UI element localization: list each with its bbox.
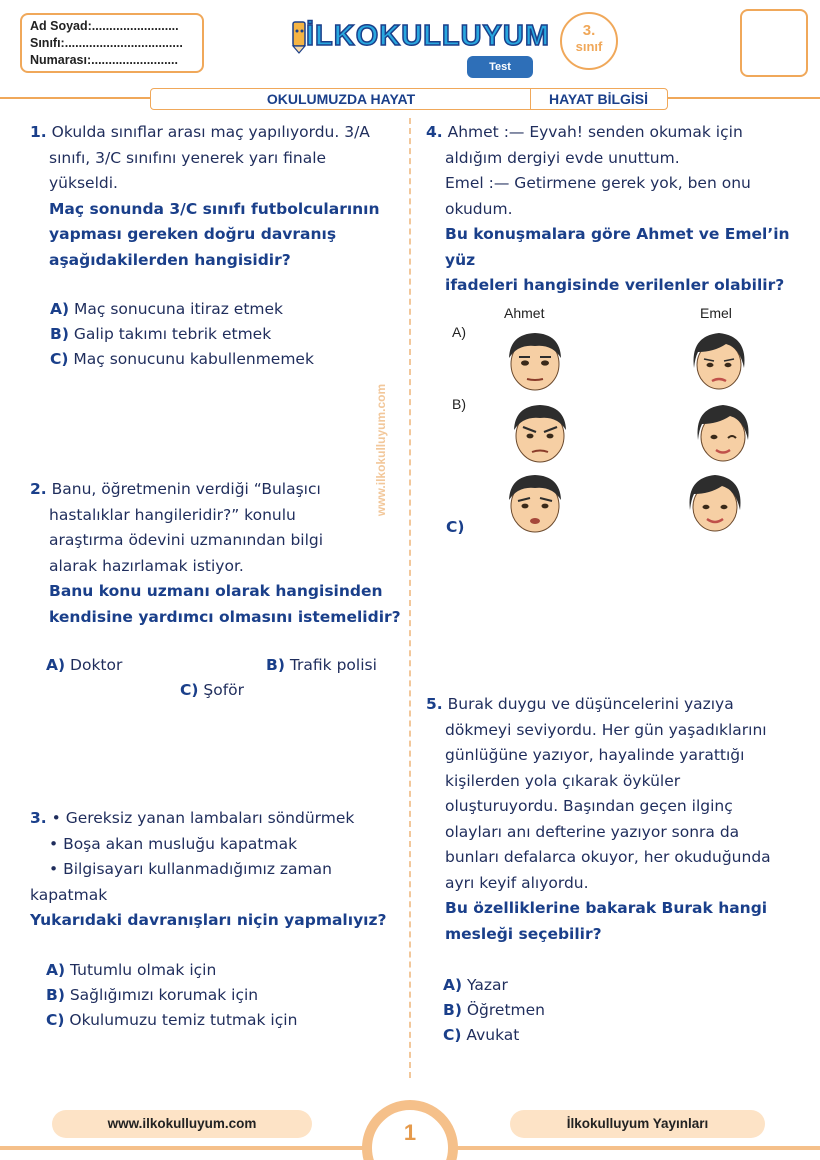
q1-option-c[interactable]: C) Maç sonucunu kabullenmemek (50, 350, 314, 368)
question-text: olayları anı defterine yazıyor sonra da (445, 822, 740, 841)
question-text: alarak hazırlamak istiyor. (49, 556, 244, 575)
logo-text: İLKOKULLUYUM (306, 20, 550, 52)
q2-option-c[interactable]: C) Şoför (180, 681, 245, 699)
question-prompt: Bu özelliklerine bakarak Burak hangi (445, 899, 768, 917)
question-text: okudum. (445, 199, 513, 218)
question-4 (426, 120, 811, 299)
question-text: Banu, öğretmenin verdiği “Bulaşıcı (51, 480, 321, 498)
column-label-emel: Emel (700, 305, 732, 321)
question-number: 3. (30, 809, 47, 827)
column-label-ahmet: Ahmet (504, 305, 545, 321)
question-text: Emel :— Getirmene gerek yok, ben onu (445, 174, 751, 192)
question-text: sınıfı, 3/C sınıfını yenerek yarı finale (49, 148, 327, 167)
emel-wink-face-icon[interactable] (688, 400, 758, 464)
question-text: hastalıklar hangileridir?” konulu (49, 505, 296, 524)
question-text: • Gereksiz yanan lambaları söndürmek (51, 809, 355, 827)
question-number: 1. (30, 123, 47, 141)
question-5 (426, 692, 811, 947)
name-field: Ad Soyad:......................... (30, 19, 179, 33)
q4-option-b-label[interactable]: B) (452, 396, 466, 412)
page-number: 1 (403, 1120, 417, 1145)
question-prompt: mesleği seçebilir? (445, 924, 602, 943)
subject-title: HAYAT BİLGİSİ (530, 89, 666, 109)
question-text: bunları defalarca okuyor, her okuduğunda (445, 848, 771, 866)
q4-option-a-label[interactable]: A) (452, 324, 466, 340)
q5-option-c[interactable]: C) Avukat (443, 1026, 520, 1044)
question-text: kişilerden yola çıkarak öyküler (445, 771, 681, 790)
ahmet-angry-face-icon[interactable] (505, 400, 575, 464)
grade-badge (560, 12, 618, 70)
q2-option-a[interactable]: A) Doktor (46, 656, 123, 674)
q5-option-b[interactable]: B) Öğretmen (443, 1001, 545, 1019)
question-text: araştırma ödevini uzmanından bilgi (49, 531, 324, 549)
grade-number: 3. (582, 22, 596, 39)
question-text: • Bilgisayarı kullanmadığımız zaman (49, 860, 332, 878)
question-text: aldığım dergiyi evde unuttum. (445, 148, 680, 167)
question-number: 2. (30, 480, 47, 498)
test-badge: Test (467, 56, 533, 78)
question-text: Ahmet :— Eyvah! senden okumak için (447, 123, 743, 141)
q1-option-a[interactable]: A) Maç sonucuna itiraz etmek (50, 300, 284, 318)
q5-option-a[interactable]: A) Yazar (443, 976, 508, 994)
question-prompt: Maç sonunda 3/C sınıfı futbolcularının (49, 199, 380, 218)
question-text: kapatmak (30, 885, 108, 904)
question-text: • Boşa akan musluğu kapatmak (49, 834, 298, 853)
question-text: Burak duygu ve düşüncelerini yazıya (447, 695, 734, 713)
question-text: ayrı keyif alıyordu. (445, 873, 589, 892)
q1-option-b[interactable]: B) Galip takımı tebrik etmek (50, 325, 272, 343)
q4-option-c-label[interactable]: C) (446, 518, 465, 536)
question-1 (30, 120, 400, 273)
ahmet-worried-face-icon[interactable] (500, 470, 570, 534)
question-3 (30, 806, 405, 934)
question-prompt: kendisine yardımcı olmasını istemelidir? (49, 607, 401, 626)
footer-website[interactable]: www.ilkokulluyum.com (52, 1110, 312, 1138)
emel-smile-face-icon[interactable] (680, 470, 750, 534)
q2-option-b[interactable]: B) Trafik polisi (266, 656, 377, 674)
grade-word: sınıf (575, 39, 603, 54)
question-prompt: aşağıdakilerden hangisidir? (49, 250, 291, 269)
question-text: oluşturuyordu. Başından geçen ilginç (445, 797, 733, 815)
ahmet-neutral-face-icon[interactable] (500, 328, 570, 392)
q3-option-b[interactable]: B) Sağlığımızı korumak için (46, 986, 259, 1004)
score-box (740, 9, 808, 77)
unit-title: OKULUMUZDA HAYAT (266, 91, 416, 107)
question-text: günlüğüne yazıyor, hayalinde yarattığı (445, 746, 745, 764)
emel-sad-face-icon[interactable] (684, 328, 754, 392)
question-prompt: ifadeleri hangisinde verilenler olabilir? (445, 276, 785, 294)
question-prompt: Banu konu uzmanı olarak hangisinden (49, 582, 383, 600)
question-text: dökmeyi seviyordu. Her gün yaşadıklarını (445, 720, 767, 739)
watermark: www.ilkokulluyum.com (374, 383, 388, 517)
class-field: Sınıfı:.................................. (30, 36, 183, 50)
number-field: Numarası:......................... (30, 53, 178, 67)
column-divider (409, 118, 411, 1078)
question-number: 4. (426, 123, 443, 141)
question-prompt: Bu konuşmalara göre Ahmet ve Emel’in yüz (445, 225, 790, 269)
question-prompt: Yukarıdaki davranışları niçin yapmalıyız? (30, 911, 387, 929)
q3-option-a[interactable]: A) Tutumlu olmak için (46, 961, 217, 979)
question-2 (30, 477, 405, 630)
student-info-box (20, 13, 204, 73)
q3-option-c[interactable]: C) Okulumuzu temiz tutmak için (46, 1011, 298, 1029)
question-prompt: yapması gereken doğru davranış (49, 225, 337, 243)
question-text: yükseldi. (49, 174, 118, 192)
question-text: Okulda sınıflar arası maç yapılıyordu. 3/A (51, 123, 370, 141)
footer-publisher: İlkokulluyum Yayınları (510, 1110, 765, 1138)
logo (288, 18, 550, 58)
question-number: 5. (426, 695, 443, 713)
